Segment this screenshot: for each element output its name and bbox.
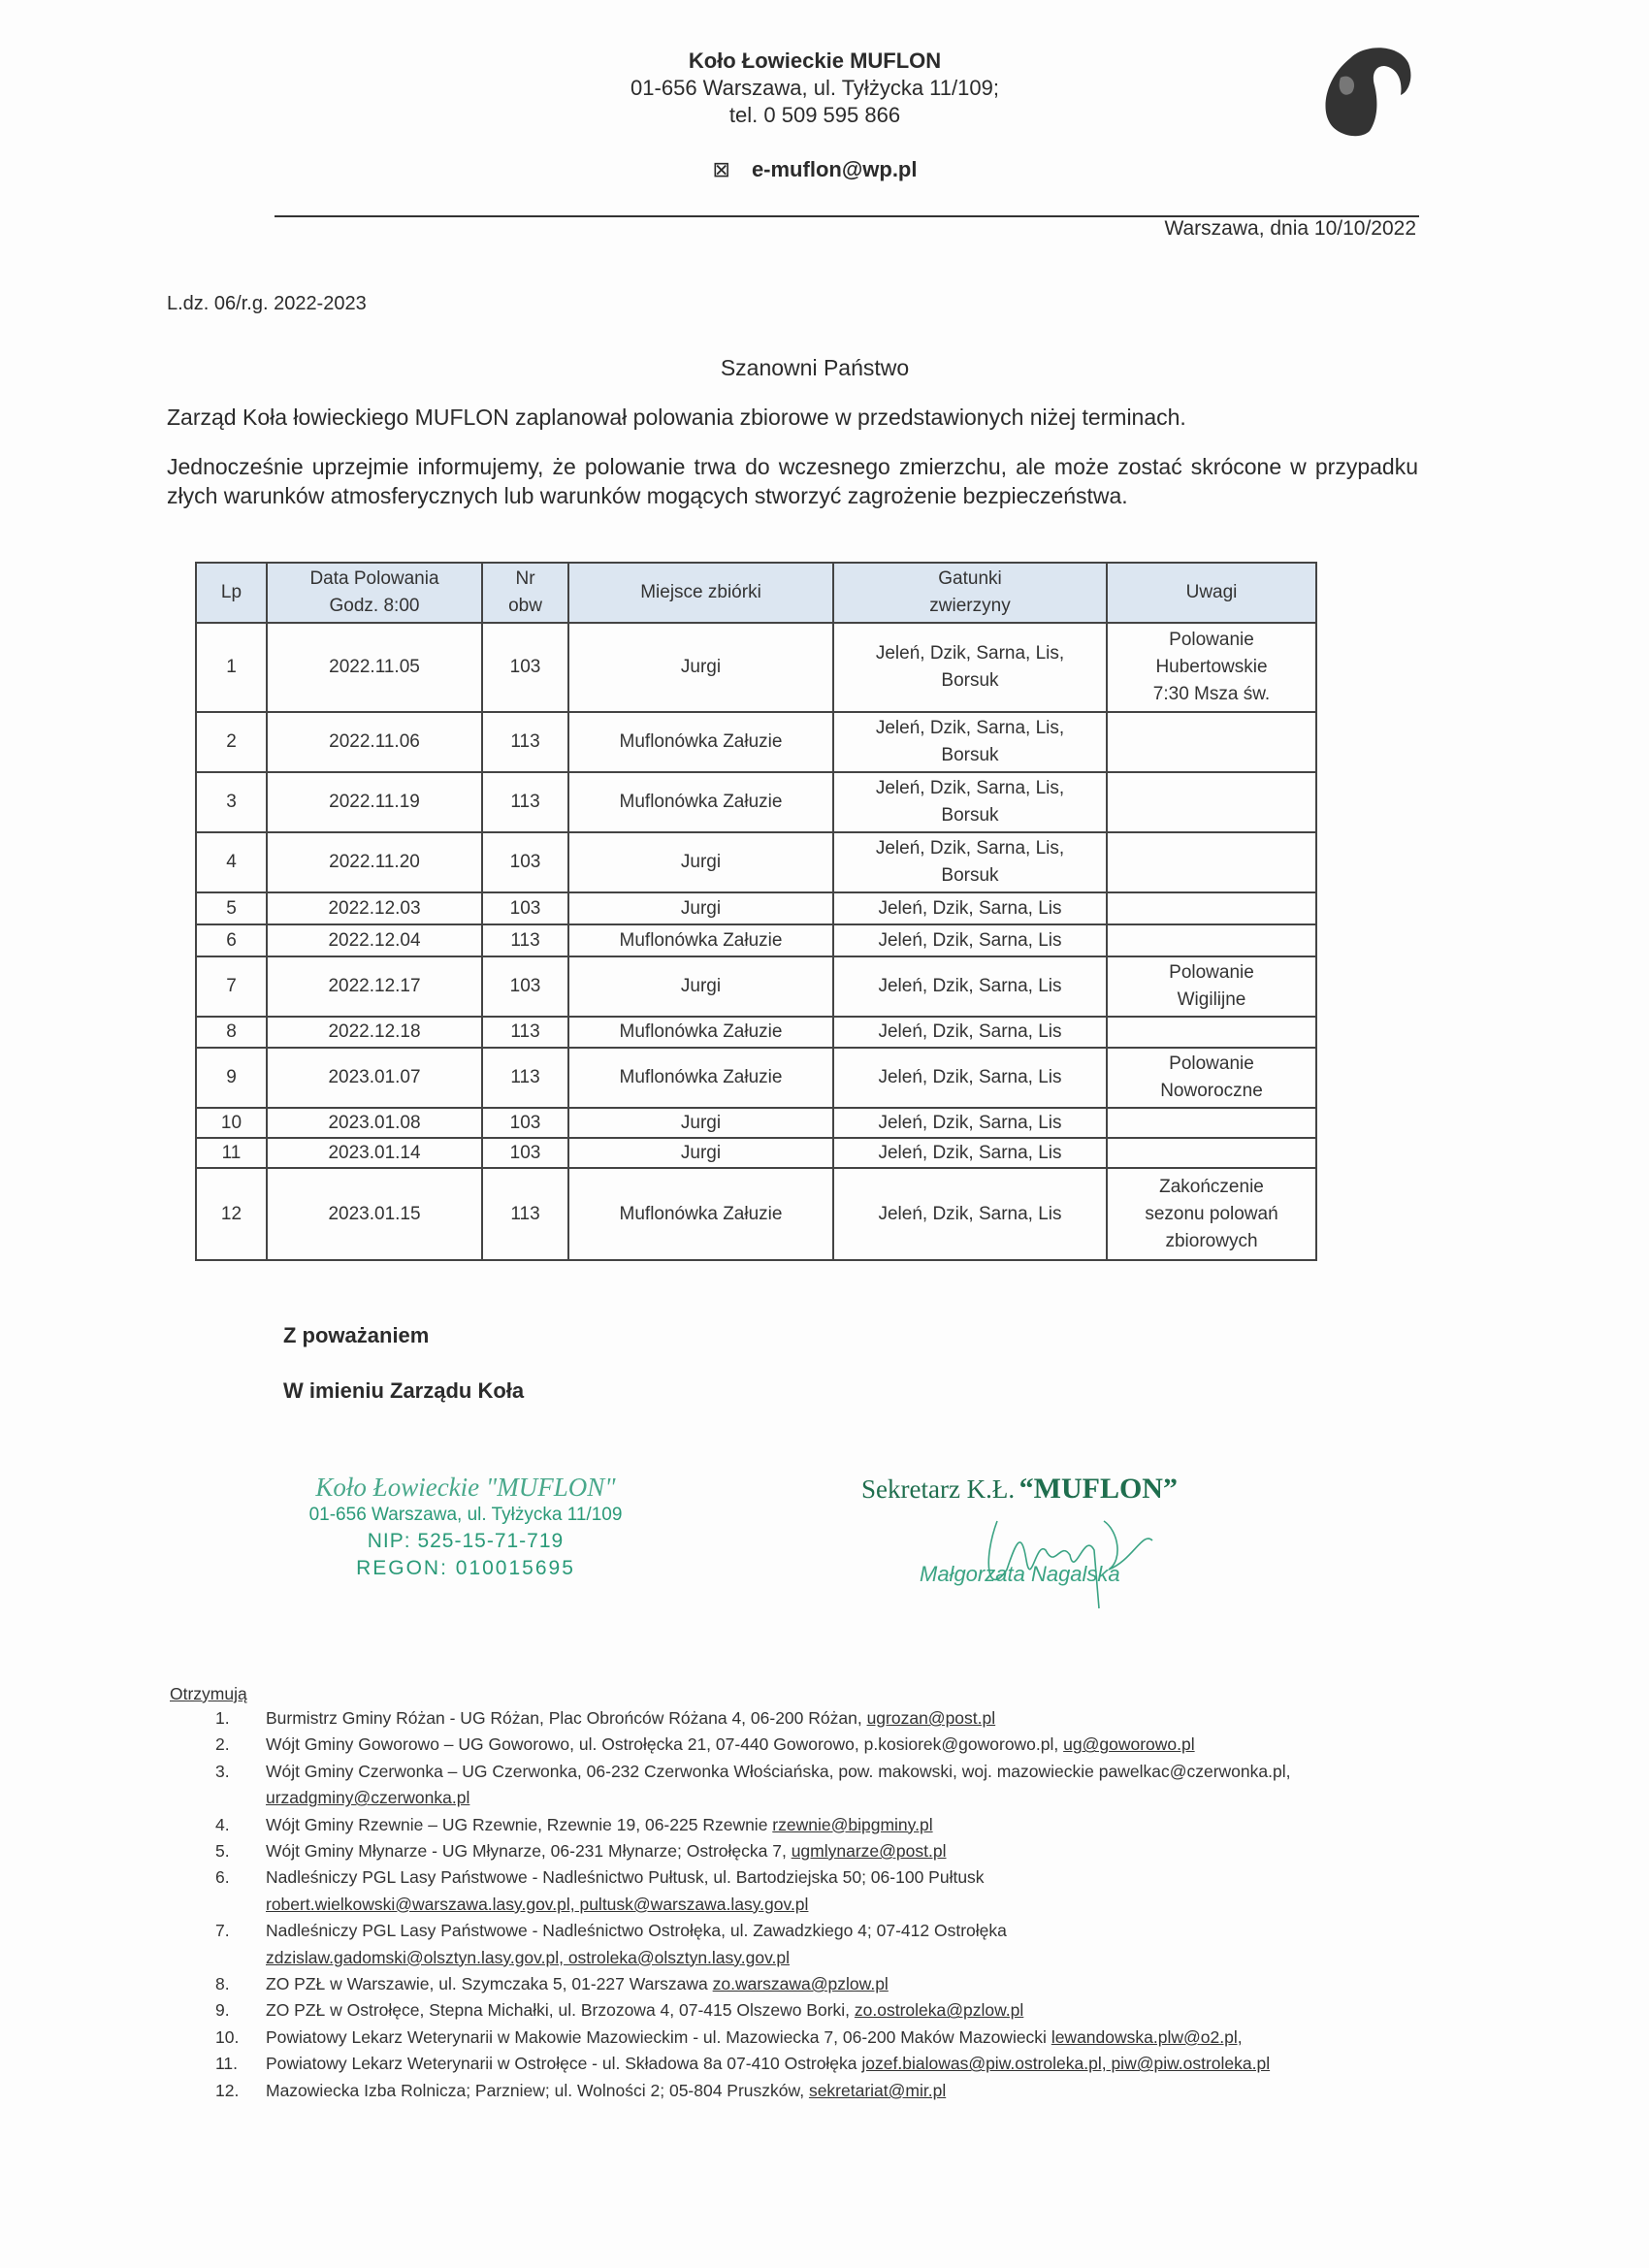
recipient-number: 11. (215, 2054, 239, 2074)
cell-lp: 7 (196, 956, 267, 1017)
cell-notes: Polowanie Hubertowskie 7:30 Msza św. (1107, 623, 1316, 712)
cell-notes (1107, 832, 1316, 892)
stamp-nip: NIP: 525-15-71-719 (367, 1530, 565, 1552)
hunt-schedule-table (195, 562, 1317, 1261)
cell-species: Jeleń, Dzik, Sarna, Lis (833, 924, 1107, 956)
cell-species: Jeleń, Dzik, Sarna, Lis (833, 892, 1107, 924)
cell-place: Jurgi (568, 832, 833, 892)
recipient-email[interactable]: zo.warszawa@pzlow.pl (712, 1974, 889, 1994)
cell-place: Jurgi (568, 623, 833, 712)
cell-lp: 10 (196, 1108, 267, 1138)
secretary-club: “MUFLON” (1018, 1473, 1178, 1505)
col-date: Data Polowania Godz. 8:00 (267, 563, 482, 623)
table-row (196, 956, 1316, 1017)
recipient-email[interactable]: rzewnie@bipgminy.pl (772, 1814, 933, 1834)
recipient-email[interactable]: ug@goworowo.pl (1063, 1734, 1195, 1755)
cell-species: Jeleń, Dzik, Sarna, Lis, Borsuk (833, 772, 1107, 832)
cell-date: 2022.12.04 (267, 924, 482, 956)
recipient-email[interactable]: ugmlynarze@post.pl (791, 1841, 947, 1862)
cell-lp: 6 (196, 924, 267, 956)
col-nr: Nr obw (482, 563, 568, 623)
recipient-item (170, 1812, 1450, 1838)
cell-species: Jeleń, Dzik, Sarna, Lis (833, 1138, 1107, 1168)
cell-nr: 113 (482, 1017, 568, 1048)
recipient-item (170, 1732, 1450, 1758)
recipient-text: Mazowiecka Izba Rolnicza; Parzniew; ul. Wolności 2; 05-804 Pruszków, (266, 2080, 809, 2100)
table-row (196, 623, 1316, 712)
closing-on-behalf: W imieniu Zarządu Koła (283, 1378, 525, 1403)
cell-species: Jeleń, Dzik, Sarna, Lis (833, 1017, 1107, 1048)
recipient-item (170, 2051, 1450, 2077)
cell-nr: 103 (482, 1108, 568, 1138)
cell-notes (1107, 712, 1316, 772)
recipient-text: Wójt Gminy Młynarze - UG Młynarze, 06-231 Młynarze; Ostrołęcka 7, (266, 1841, 792, 1862)
date-line: Warszawa, dnia 10/10/2022 (1164, 217, 1416, 240)
recipient-email[interactable]: zo.ostroleka@pzlow.pl (854, 2000, 1024, 2021)
recipient-text: Powiatowy Lekarz Weterynarii w Ostrołęce - ul. Składowa 8a 07-410 Ostrołęka (266, 2054, 862, 2074)
recipient-email[interactable]: sekretariat@mir.pl (808, 2080, 947, 2100)
recipient-item (170, 2078, 1450, 2104)
cell-nr: 113 (482, 712, 568, 772)
recipient-text: Powiatowy Lekarz Weterynarii w Makowie Mazowieckim - ul. Mazowiecka 7, 06-200 Maków Mazowiecki (266, 2026, 1051, 2047)
org-email[interactable]: e-muflon@wp.pl (751, 157, 918, 181)
cell-date: 2022.11.19 (267, 772, 482, 832)
table-row (196, 1138, 1316, 1168)
cell-species: Jeleń, Dzik, Sarna, Lis (833, 1048, 1107, 1108)
cell-nr: 113 (482, 1168, 568, 1260)
recipient-item (170, 1918, 1450, 1971)
recipients (170, 1682, 1450, 2104)
cell-place: Muflonówka Załuzie (568, 1017, 833, 1048)
recipient-email[interactable]: lewandowska.plw@o2.pl, (1051, 2026, 1243, 2047)
recipient-number: 10. (215, 2026, 240, 2047)
cell-nr: 113 (482, 924, 568, 956)
recipient-number: 6. (215, 1867, 230, 1888)
handwritten-signature (978, 1502, 1172, 1618)
recipient-text: Nadleśniczy PGL Lasy Państwowe - Nadleśnictwo Ostrołęka, ul. Zawadzkiego 4; 07-412 Ostrołęka (266, 1921, 1007, 1941)
cell-nr: 113 (482, 772, 568, 832)
table-row (196, 1108, 1316, 1138)
reference-number: L.dz. 06/r.g. 2022-2023 (167, 293, 367, 314)
recipient-text: Burmistrz Gminy Różan - UG Różan, Plac Obrońców Różana 4, 06-200 Różan, (266, 1708, 867, 1728)
cell-species: Jeleń, Dzik, Sarna, Lis, Borsuk (833, 712, 1107, 772)
stamp-club-name: Koło Łowieckie "MUFLON" (315, 1473, 616, 1502)
cell-nr: 113 (482, 1048, 568, 1108)
stamp-address: 01-656 Warszawa, ul. Tyłżycka 11/109 (308, 1505, 623, 1525)
cell-nr: 103 (482, 832, 568, 892)
cell-place: Muflonówka Załuzie (568, 1168, 833, 1260)
recipient-number: 8. (215, 1974, 230, 1994)
col-notes: Uwagi (1107, 563, 1316, 623)
cell-place: Muflonówka Załuzie (568, 712, 833, 772)
cell-date: 2023.01.14 (267, 1138, 482, 1168)
cell-notes (1107, 772, 1316, 832)
envelope-icon: ⊠ (712, 157, 730, 181)
recipient-email[interactable]: ugrozan@post.pl (866, 1708, 996, 1728)
cell-place: Jurgi (568, 1108, 833, 1138)
cell-species: Jeleń, Dzik, Sarna, Lis (833, 956, 1107, 1017)
cell-lp: 9 (196, 1048, 267, 1108)
cell-species: Jeleń, Dzik, Sarna, Lis (833, 1168, 1107, 1260)
recipient-item (170, 1864, 1450, 1918)
recipient-number: 5. (215, 1841, 230, 1862)
cell-date: 2022.11.05 (267, 623, 482, 712)
cell-place: Jurgi (568, 892, 833, 924)
recipient-text: Wójt Gminy Goworowo – UG Goworowo, ul. Ostrołęcka 21, 07-440 Goworowo, p.kosiorek@goworowo.pl, (266, 1734, 1064, 1755)
cell-lp: 8 (196, 1017, 267, 1048)
recipient-number: 2. (215, 1734, 230, 1755)
recipient-number: 9. (215, 2000, 230, 2021)
cell-place: Muflonówka Załuzie (568, 1048, 833, 1108)
cell-notes (1107, 892, 1316, 924)
cell-species: Jeleń, Dzik, Sarna, Lis, Borsuk (833, 623, 1107, 712)
table-row (196, 1168, 1316, 1260)
cell-date: 2023.01.08 (267, 1108, 482, 1138)
secretary-name: Małgorzata Nagalska (920, 1562, 1120, 1586)
recipient-text: Wójt Gminy Czerwonka – UG Czerwonka, 06-232 Czerwonka Włościańska, pow. makowski, woj. mazowieckie pawelkac@czerwonka.pl, (266, 1761, 1291, 1781)
col-species: Gatunki zwierzyny (833, 563, 1107, 623)
cell-notes (1107, 1108, 1316, 1138)
cell-species: Jeleń, Dzik, Sarna, Lis, Borsuk (833, 832, 1107, 892)
cell-notes (1107, 1138, 1316, 1168)
cell-lp: 2 (196, 712, 267, 772)
org-address: 01-656 Warszawa, ul. Tyłżycka 11/109; (630, 76, 999, 100)
club-stamp (281, 1473, 650, 1580)
cell-date: 2022.11.06 (267, 712, 482, 772)
cell-date: 2023.01.07 (267, 1048, 482, 1108)
recipient-item (170, 2025, 1450, 2051)
recipient-item (170, 1759, 1450, 1812)
secretary-title: Sekretarz K.Ł. (861, 1474, 1016, 1504)
org-email-line (0, 157, 1630, 182)
recipient-text: Nadleśniczy PGL Lasy Państwowe - Nadleśnictwo Pułtusk, ul. Bartodziejska 50; 06-100 Pułtusk (266, 1867, 985, 1888)
recipient-email[interactable]: urzadgminy@czerwonka.pl (266, 1788, 470, 1808)
org-phone: tel. 0 509 595 866 (728, 103, 901, 127)
cell-nr: 103 (482, 892, 568, 924)
salutation: Szanowni Państwo (720, 355, 910, 380)
closing-regards: Z poważaniem (283, 1323, 430, 1347)
col-lp: Lp (196, 563, 267, 623)
stamp-regon: REGON: 010015695 (356, 1557, 575, 1579)
recipient-item (170, 1971, 1450, 1997)
table-row (196, 712, 1316, 772)
cell-lp: 12 (196, 1168, 267, 1260)
cell-place: Muflonówka Załuzie (568, 772, 833, 832)
recipient-number: 12. (215, 2080, 240, 2100)
recipient-number: 4. (215, 1814, 230, 1834)
paragraph-1: Zarząd Koła łowieckiego MUFLON zaplanował polowania zbiorowe w przedstawionych niżej terminach. (167, 405, 1186, 430)
mouflon-head-logo (1321, 39, 1414, 140)
col-place: Miejsce zbiórki (568, 563, 833, 623)
recipient-email[interactable]: zdzislaw.gadomski@olsztyn.lasy.gov.pl, ostroleka@olsztyn.lasy.gov.pl (266, 1947, 791, 1967)
recipient-number: 1. (215, 1708, 230, 1728)
recipient-text: ZO PZŁ w Warszawie, ul. Szymczaka 5, 01-227 Warszawa (266, 1974, 713, 1994)
recipient-item (170, 1838, 1450, 1864)
table-row (196, 832, 1316, 892)
org-name: Koło Łowieckie MUFLON (688, 49, 942, 73)
recipient-number: 7. (215, 1921, 230, 1941)
secretary-stamp (861, 1473, 1230, 1618)
cell-notes: Zakończenie sezonu polowań zbiorowych (1107, 1168, 1316, 1260)
cell-lp: 3 (196, 772, 267, 832)
cell-notes (1107, 1017, 1316, 1048)
table-row (196, 1048, 1316, 1108)
cell-place: Jurgi (568, 1138, 833, 1168)
table-row (196, 924, 1316, 956)
table-row (196, 1017, 1316, 1048)
cell-species: Jeleń, Dzik, Sarna, Lis (833, 1108, 1107, 1138)
cell-place: Muflonówka Załuzie (568, 924, 833, 956)
recipient-text: Wójt Gminy Rzewnie – UG Rzewnie, Rzewnie 19, 06-225 Rzewnie (266, 1814, 773, 1834)
table-header-row (196, 563, 1316, 623)
recipient-number: 3. (215, 1761, 230, 1781)
cell-date: 2023.01.15 (267, 1168, 482, 1260)
cell-date: 2022.12.18 (267, 1017, 482, 1048)
recipient-email[interactable]: robert.wielkowski@warszawa.lasy.gov.pl, pultusk@warszawa.lasy.gov.pl (266, 1894, 809, 1914)
recipient-text: ZO PZŁ w Ostrołęce, Stepna Michałki, ul. Brzozowa 4, 07-415 Olszewo Borki, (266, 2000, 855, 2021)
cell-notes: Polowanie Noworoczne (1107, 1048, 1316, 1108)
paragraph-2: Jednocześnie uprzejmie informujemy, że polowanie trwa do wczesnego zmierzchu, ale może zostać skrócone w przypadku złych warunków atmosferycznych lub warunków mogących stworzyć zagrożenie bezpieczeństwa. (167, 454, 1418, 508)
recipient-item (170, 1705, 1450, 1732)
cell-nr: 103 (482, 956, 568, 1017)
cell-date: 2022.11.20 (267, 832, 482, 892)
cell-date: 2022.12.17 (267, 956, 482, 1017)
cell-place: Jurgi (568, 956, 833, 1017)
cell-nr: 103 (482, 1138, 568, 1168)
cell-date: 2022.12.03 (267, 892, 482, 924)
recipient-email[interactable]: jozef.bialowas@piw.ostroleka.pl, piw@piw.ostroleka.pl (861, 2054, 1271, 2074)
table-row (196, 772, 1316, 832)
recipients-heading: Otrzymują (170, 1684, 247, 1703)
cell-notes (1107, 924, 1316, 956)
cell-lp: 4 (196, 832, 267, 892)
cell-lp: 5 (196, 892, 267, 924)
cell-notes: Polowanie Wigilijne (1107, 956, 1316, 1017)
cell-lp: 1 (196, 623, 267, 712)
recipient-item (170, 1997, 1450, 2024)
table-row (196, 892, 1316, 924)
cell-lp: 11 (196, 1138, 267, 1168)
cell-nr: 103 (482, 623, 568, 712)
